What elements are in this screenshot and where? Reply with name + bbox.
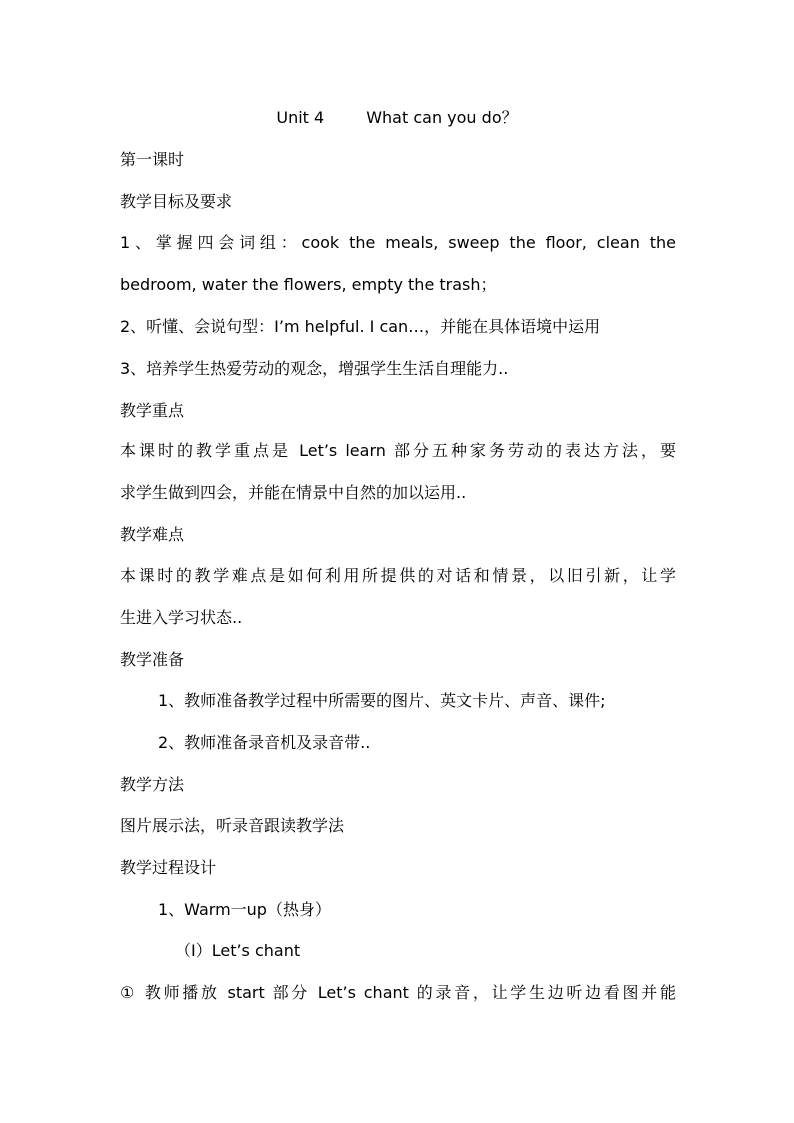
preparation-item-1: 1、教师准备教学过程中所需要的图片、英文卡片、声音、课件; <box>158 691 606 710</box>
preparation-heading: 教学准备 <box>120 650 185 669</box>
difficulties-line2: 生进入学习状态.. <box>120 608 243 627</box>
objectives-heading: 教学目标及要求 <box>120 192 233 211</box>
difficulties-line1: 本课时的教学难点是如何利用所提供的对话和情景，以旧引新，让学 <box>120 566 676 585</box>
objective-3: 3、培养学生热爱劳动的观念，增强学生生活自理能力.. <box>120 359 509 378</box>
methods-text: 图片展示法，听录音跟读教学法 <box>120 816 345 835</box>
process-heading: 教学过程设计 <box>120 858 217 877</box>
key-points-line2: 求学生做到四会，并能在情景中自然的加以运用.. <box>120 483 467 502</box>
key-points-heading: 教学重点 <box>120 401 185 420</box>
process-substep-1: （I）Let’s chant <box>175 941 301 960</box>
document-title <box>0 106 794 130</box>
objective-1-line2: bedroom, water the flowers, empty the trash； <box>120 275 497 294</box>
process-step-1: 1、Warm一up（热身） <box>158 900 331 919</box>
process-item-1: ① 教师播放 start 部分 Let’s chant 的录音，让学生边听边看图并能 <box>120 983 676 1002</box>
key-points-line1: 本课时的教学重点是 Let’s learn 部分五种家务劳动的表达方法，要 <box>120 441 676 460</box>
preparation-item-2: 2、教师准备录音机及录音带.. <box>158 733 371 752</box>
title-question: What can you do？ <box>366 108 518 127</box>
methods-heading: 教学方法 <box>120 775 185 794</box>
difficulties-heading: 教学难点 <box>120 525 185 544</box>
title-unit: Unit 4 <box>276 108 325 127</box>
lesson-label: 第一课时 <box>120 150 185 169</box>
objective-1-line1: 1、掌握四会词组：cook the meals, sweep the floor, clean the <box>120 233 676 252</box>
objective-2: 2、听懂、会说句型：I’m helpful. I can…，并能在具体语境中运用 <box>120 317 601 336</box>
